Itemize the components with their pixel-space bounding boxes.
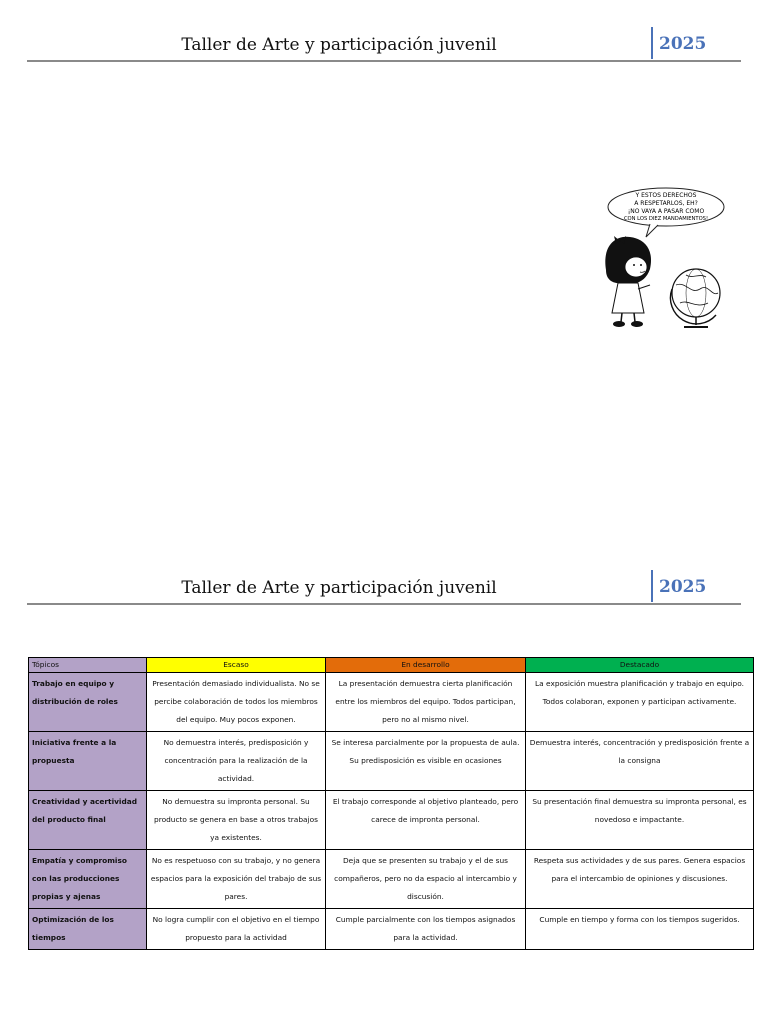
destacado-cell: Cumple en tiempo y forma con los tiempos sugeridos. (526, 909, 754, 950)
page-header-2 (27, 574, 741, 604)
rubric-table (28, 657, 754, 950)
escaso-cell: No logra cumplir con el objetivo en el tiempo propuesto para la actividad (147, 909, 326, 950)
table-row (29, 732, 754, 791)
header-separator (651, 570, 653, 602)
destacado-cell: La exposición muestra planificación y trabajo en equipo. Todos colaboran, exponen y participan activamente. (526, 673, 754, 732)
destacado-cell: Su presentación final demuestra su impronta personal, es novedoso e impactante. (526, 791, 754, 850)
header-en-desarrollo: En desarrollo (326, 658, 526, 673)
speech-line-4: CON LOS DIEZ MANDAMIENTOS! (623, 216, 709, 222)
escaso-cell: No demuestra su impronta personal. Su producto se genera en base a otros trabajos ya existentes. (147, 791, 326, 850)
desarrollo-cell: El trabajo corresponde al objetivo planteado, pero carece de impronta personal. (326, 791, 526, 850)
header-separator (651, 27, 653, 59)
mafalda-cartoon (596, 185, 732, 330)
topic-cell: Iniciativa frente a la propuesta (29, 732, 147, 791)
speech-line-3: ¡NO VAYA A PASAR COMO (627, 208, 705, 215)
topic-cell: Creatividad y acertividad del producto final (29, 791, 147, 850)
header-title: Taller de Arte y participación juvenil (181, 578, 497, 598)
header-year: 2025 (659, 34, 707, 54)
table-row (29, 909, 754, 950)
escaso-cell: Presentación demasiado individualista. No se percibe colaboración de todos los miembros del equipo. Muy pocos exponen. (147, 673, 326, 732)
header-destacado: Destacado (526, 658, 754, 673)
escaso-cell: No es respetuoso con su trabajo, y no genera espacios para la exposición del trabajo de sus pares. (147, 850, 326, 909)
speech-line-1: Y ESTOS DERECHOS (635, 192, 697, 199)
topic-cell: Optimización de los tiempos (29, 909, 147, 950)
topic-cell: Trabajo en equipo y distribución de roles (29, 673, 147, 732)
header-year: 2025 (659, 577, 707, 597)
header-title: Taller de Arte y participación juvenil (181, 35, 497, 55)
speech-line-2: A RESPETARLOS, EH? (634, 200, 698, 207)
page-header-1 (27, 31, 741, 61)
rubric-header-row (29, 658, 754, 673)
table-row (29, 673, 754, 732)
desarrollo-cell: Se interesa parcialmente por la propuesta de aula. Su predisposición es visible en ocasiones (326, 732, 526, 791)
escaso-cell: No demuestra interés, predisposición y concentración para la realización de la actividad. (147, 732, 326, 791)
desarrollo-cell: Deja que se presenten su trabajo y el de sus compañeros, pero no da espacio al intercambio y discusión. (326, 850, 526, 909)
table-row (29, 850, 754, 909)
desarrollo-cell: La presentación demuestra cierta planificación entre los miembros del equipo. Todos participan, pero no al mismo nivel. (326, 673, 526, 732)
header-rule (27, 60, 741, 62)
destacado-cell: Respeta sus actividades y de sus pares. Genera espacios para el intercambio de opiniones y discusiones. (526, 850, 754, 909)
table-row (29, 791, 754, 850)
header-topicos: Tópicos (29, 658, 147, 673)
header-escaso: Escaso (147, 658, 326, 673)
destacado-cell: Demuestra interés, concentración y predisposición frente a la consigna (526, 732, 754, 791)
desarrollo-cell: Cumple parcialmente con los tiempos asignados para la actividad. (326, 909, 526, 950)
topic-cell: Empatía y compromiso con las producciones propias y ajenas (29, 850, 147, 909)
header-rule (27, 603, 741, 605)
